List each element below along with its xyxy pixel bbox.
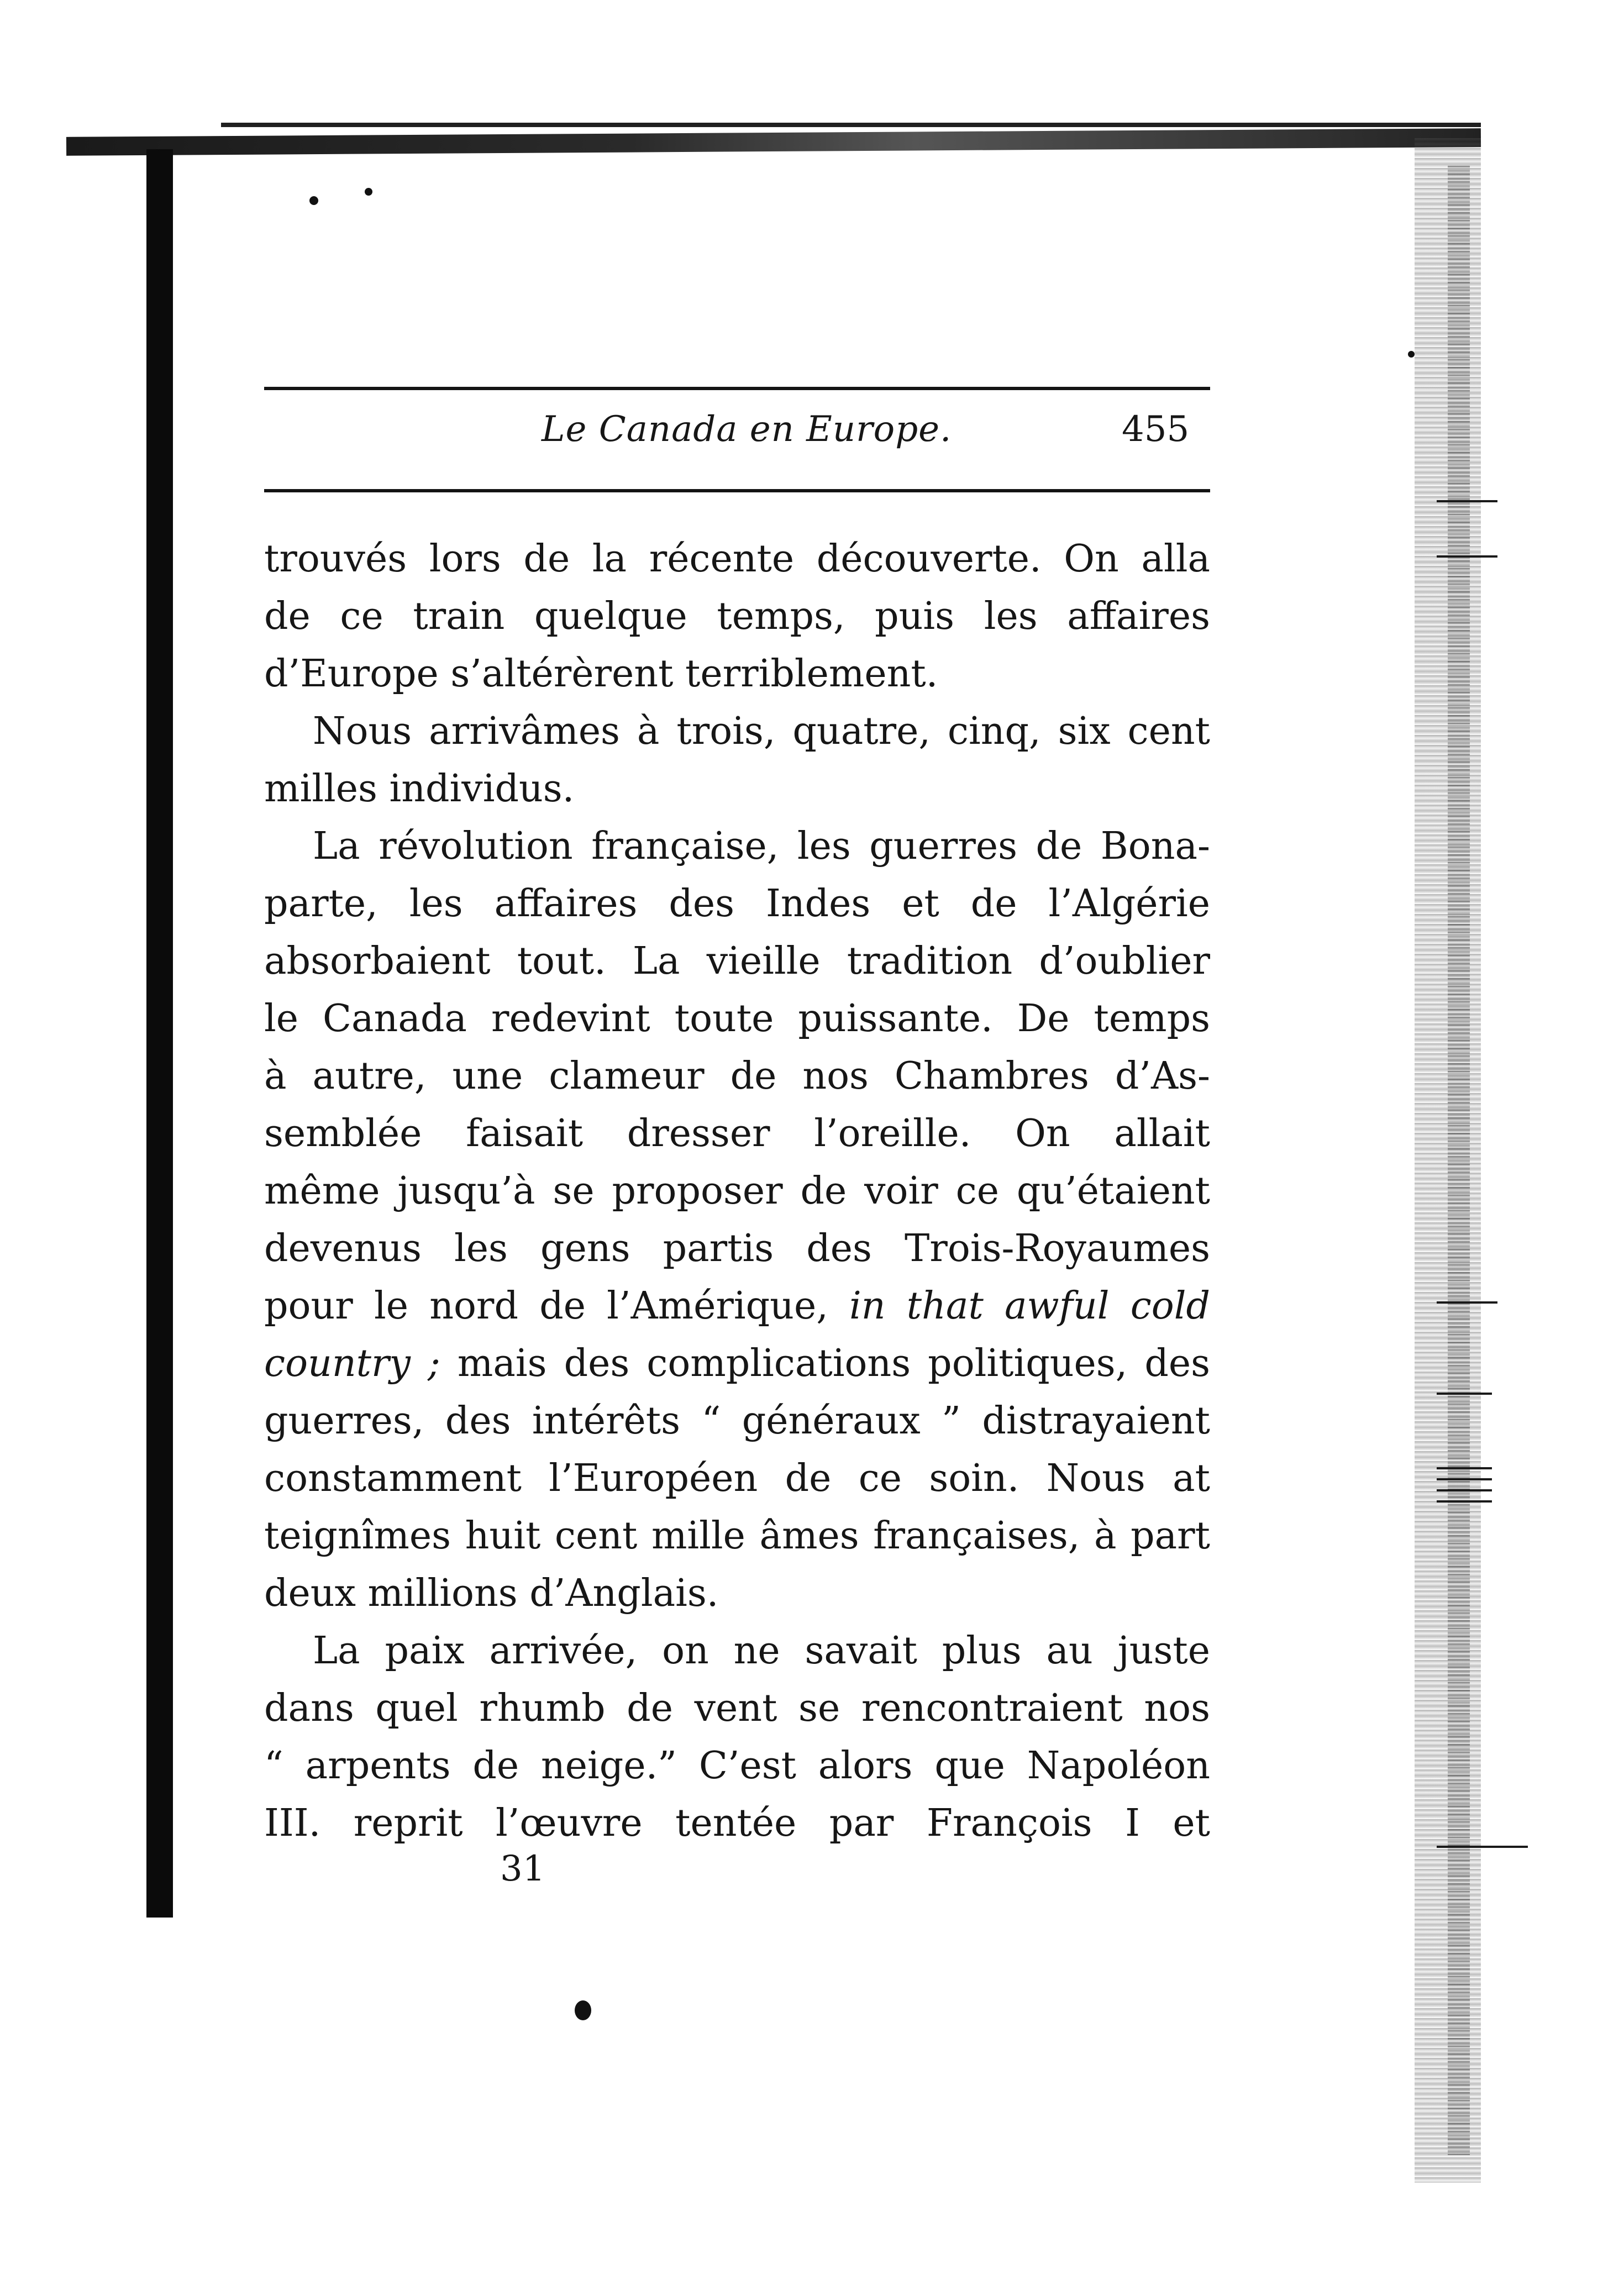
text-line: devenus les gens partis des Trois-Royaumes — [264, 1227, 1210, 1270]
text-line: guerres, des intérêts “ généraux ” distrayaient — [264, 1399, 1210, 1443]
running-title: Le Canada en Europe. — [542, 409, 952, 450]
paragraph — [264, 530, 1210, 703]
text-line: d’Europe s’altérèrent terriblement. — [264, 652, 938, 696]
header-rule-bottom — [264, 489, 1210, 492]
scan-top-band — [66, 128, 1481, 156]
text-line: “ arpents de neige.” C’est alors que Napoléon — [264, 1744, 1210, 1788]
text-line: La paix arrivée, on ne savait plus au juste — [313, 1629, 1210, 1673]
text-line: parte, les affaires des Indes et de l’Algérie — [264, 882, 1210, 926]
text-segment: pour le nord de l’Amérique, — [264, 1284, 828, 1328]
text-line: III. reprit l’œuvre tentée par François I et — [264, 1801, 1210, 1845]
scan-edge-tick — [1437, 1301, 1497, 1304]
text-line: milles individus. — [264, 767, 575, 811]
scan-top-edge — [221, 123, 1481, 127]
scan-speck — [365, 188, 372, 196]
text-line: trouvés lors de la récente découverte. On alla — [264, 537, 1210, 581]
scan-edge-tick — [1437, 500, 1497, 502]
scan-edge-tick — [1437, 555, 1497, 558]
page-number: 455 — [1122, 409, 1190, 450]
scan-edge-tick — [1437, 1489, 1492, 1491]
scan-right-edge-noise-dark — [1448, 166, 1470, 2155]
body-text — [264, 530, 1210, 1852]
text-line-mixed — [264, 1278, 1210, 1335]
text-line: constamment l’Européen de ce soin. Nous at — [264, 1457, 1210, 1500]
text-line-mixed — [264, 1335, 1210, 1393]
signature-mark: 31 — [500, 1848, 545, 1889]
text-line: de ce train quelque temps, puis les affaires — [264, 595, 1210, 638]
scan-speck — [309, 196, 318, 205]
scan-speck — [575, 2000, 591, 2020]
text-line: absorbaient tout. La vieille tradition d’oublier — [264, 939, 1210, 983]
scan-edge-tick — [1437, 1478, 1492, 1480]
text-line: à autre, une clameur de nos Chambres d’As- — [264, 1054, 1210, 1098]
italic-phrase: country ; — [264, 1342, 440, 1385]
text-line: deux millions d’Anglais. — [264, 1572, 719, 1615]
italic-phrase: in that awful cold — [849, 1284, 1210, 1328]
text-line: le Canada redevint toute puissante. De temps — [264, 997, 1210, 1041]
text-segment: mais des complications politiques, des — [457, 1342, 1210, 1385]
text-line: même jusqu’à se proposer de voir ce qu’étaient — [264, 1169, 1210, 1213]
scan-speck — [1408, 351, 1415, 358]
scan-edge-tick — [1437, 1393, 1492, 1395]
scan-edge-tick — [1437, 1500, 1492, 1503]
text-line: Nous arrivâmes à trois, quatre, cinq, six cent — [313, 710, 1210, 753]
text-line: teignîmes huit cent mille âmes françaises, à part — [264, 1514, 1210, 1558]
paragraph — [264, 818, 1210, 1622]
header-rule-top — [264, 387, 1210, 390]
paragraph — [264, 1622, 1210, 1852]
scan-left-binding-shadow — [146, 149, 173, 1918]
text-line: dans quel rhumb de vent se rencontraient nos — [264, 1687, 1210, 1730]
text-line: La révolution française, les guerres de Bona- — [313, 824, 1210, 868]
paragraph — [264, 703, 1210, 818]
scan-edge-tick — [1437, 1846, 1528, 1848]
scan-edge-tick — [1437, 1467, 1492, 1469]
text-line: semblée faisait dresser l’oreille. On allait — [264, 1112, 1210, 1155]
